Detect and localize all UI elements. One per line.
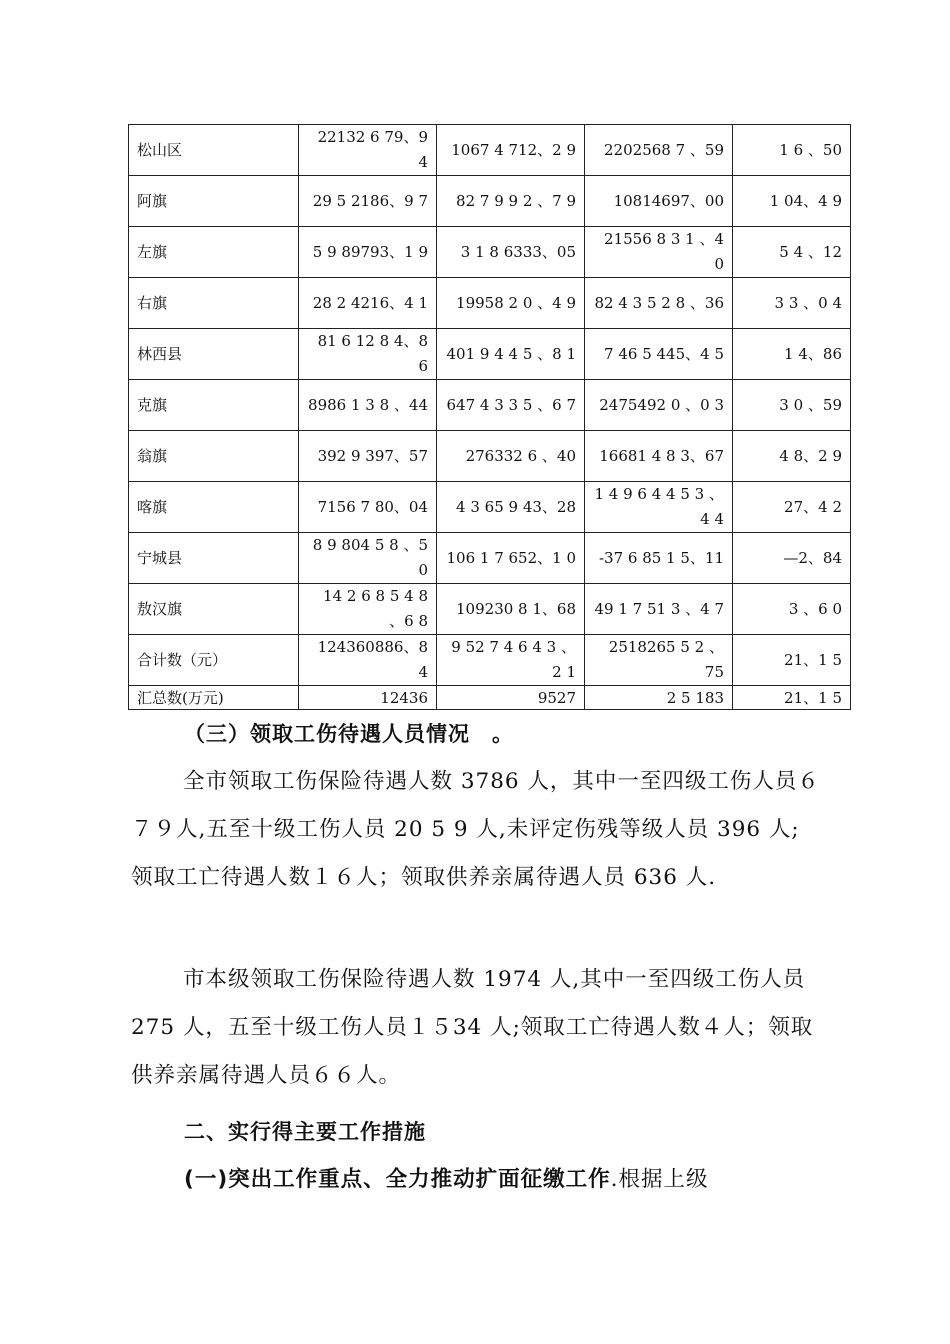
col1-cell: 29 5 2186、9 7 (299, 176, 437, 227)
section-heading-3: （三）领取工伤待遇人员情况 。 (184, 722, 514, 746)
subsection-heading-tail: .根据上级 (610, 1167, 709, 1192)
col4-cell: 21、1 5 (733, 686, 851, 710)
col2-cell: 1067 4 712、2 9 (437, 125, 585, 176)
col4-cell: 3 、6 0 (733, 584, 851, 635)
col1-cell: 8986 1 3 8 、44 (299, 380, 437, 431)
col4-cell: 3 3 、0 4 (733, 278, 851, 329)
table-row (129, 329, 851, 380)
section-heading-2: 二、实行得主要工作措施 (184, 1120, 426, 1144)
table-row (129, 533, 851, 584)
col2-cell: 3 1 8 6333、05 (437, 227, 585, 278)
region-cell: 林西县 (129, 329, 299, 380)
col2-cell: 9 52 7 4 6 4 3 、2 1 (437, 635, 585, 686)
col1-cell: 14 2 6 8 5 4 8 、6 8 (299, 584, 437, 635)
col3-cell: 49 1 7 51 3 、4 7 (585, 584, 733, 635)
col3-cell: 82 4 3 5 2 8 、36 (585, 278, 733, 329)
col3-cell: 10814697、00 (585, 176, 733, 227)
col1-cell: 5 9 89793、1 9 (299, 227, 437, 278)
table-row (129, 227, 851, 278)
col2-cell: 19958 2 0 、4 9 (437, 278, 585, 329)
region-cell: 喀旗 (129, 482, 299, 533)
col4-cell: 1 04、4 9 (733, 176, 851, 227)
region-cell: 阿旗 (129, 176, 299, 227)
col2-cell: 109230 8 1、68 (437, 584, 585, 635)
col3-cell: -37 6 85 1 5、11 (585, 533, 733, 584)
col3-cell: 21556 8 3 1 、4 0 (585, 227, 733, 278)
col1-cell: 8 9 804 5 8 、5 0 (299, 533, 437, 584)
table-row (129, 380, 851, 431)
col1-cell: 7156 7 80、04 (299, 482, 437, 533)
col3-cell: 2202568 7 、59 (585, 125, 733, 176)
col4-cell: 3 0 、59 (733, 380, 851, 431)
col1-cell: 28 2 4216、4 1 (299, 278, 437, 329)
region-cell: 汇总数(万元) (129, 686, 299, 710)
region-cell: 敖汉旗 (129, 584, 299, 635)
col2-cell: 4 3 65 9 43、28 (437, 482, 585, 533)
statistics-table-body (129, 125, 851, 710)
col2-cell: 401 9 4 4 5 、8 1 (437, 329, 585, 380)
table-row (129, 635, 851, 686)
table-row (129, 482, 851, 533)
col2-cell: 9527 (437, 686, 585, 710)
table-row (129, 278, 851, 329)
col1-cell: 392 9 397、57 (299, 431, 437, 482)
col4-cell: 1 6 、50 (733, 125, 851, 176)
col2-cell: 276332 6 、40 (437, 431, 585, 482)
col1-cell: 124360886、8 4 (299, 635, 437, 686)
statistics-table (128, 124, 851, 710)
col3-cell: 7 46 5 445、4 5 (585, 329, 733, 380)
region-cell: 松山区 (129, 125, 299, 176)
paragraph-municipal-beneficiaries: 市本级领取工伤保险待遇人数 1974 人,其中一至四级工伤人员 275 人，五至十级工伤人员１５34 人;领取工亡待遇人数４人；领取供养亲属待遇人员６６人。 (131, 967, 814, 1088)
region-cell: 宁城县 (129, 533, 299, 584)
region-cell: 右旗 (129, 278, 299, 329)
col2-cell: 106 1 7 652、1 0 (437, 533, 585, 584)
region-cell: 左旗 (129, 227, 299, 278)
col1-cell: 22132 6 79、9 4 (299, 125, 437, 176)
region-cell: 合计数（元） (129, 635, 299, 686)
table-row (129, 584, 851, 635)
col1-cell: 81 6 12 8 4、8 6 (299, 329, 437, 380)
col3-cell: 2475492 0 、0 3 (585, 380, 733, 431)
col4-cell: 5 4 、12 (733, 227, 851, 278)
col4-cell: 27、4 2 (733, 482, 851, 533)
col4-cell: 4 8、2 9 (733, 431, 851, 482)
table-row (129, 125, 851, 176)
col2-cell: 647 4 3 3 5 、6 7 (437, 380, 585, 431)
subsection-heading: (一)突出工作重点、全力推动扩面征缴工作 (184, 1167, 611, 1192)
col2-cell: 82 7 9 9 2 、7 9 (437, 176, 585, 227)
col3-cell: 2518265 5 2 、75 (585, 635, 733, 686)
subsection-line (184, 1156, 824, 1204)
region-cell: 翁旗 (129, 431, 299, 482)
table-row (129, 431, 851, 482)
col3-cell: 2 5 183 (585, 686, 733, 710)
col1-cell: 12436 (299, 686, 437, 710)
col3-cell: 16681 4 8 3、67 (585, 431, 733, 482)
table-row (129, 686, 851, 710)
region-cell: 克旗 (129, 380, 299, 431)
col4-cell: 1 4、86 (733, 329, 851, 380)
col3-cell: 1 4 9 6 4 4 5 3 、4 4 (585, 482, 733, 533)
col4-cell: 21、1 5 (733, 635, 851, 686)
col4-cell: —2、84 (733, 533, 851, 584)
paragraph-city-beneficiaries: 全市领取工伤保险待遇人数 3786 人，其中一至四级工伤人员６７９人,五至十级工伤人员 20 5 9 人,未评定伤残等级人员 396 人;领取工亡待遇人数１６人；领取供养亲属待遇人员 636 人. (131, 769, 820, 890)
table-row (129, 176, 851, 227)
